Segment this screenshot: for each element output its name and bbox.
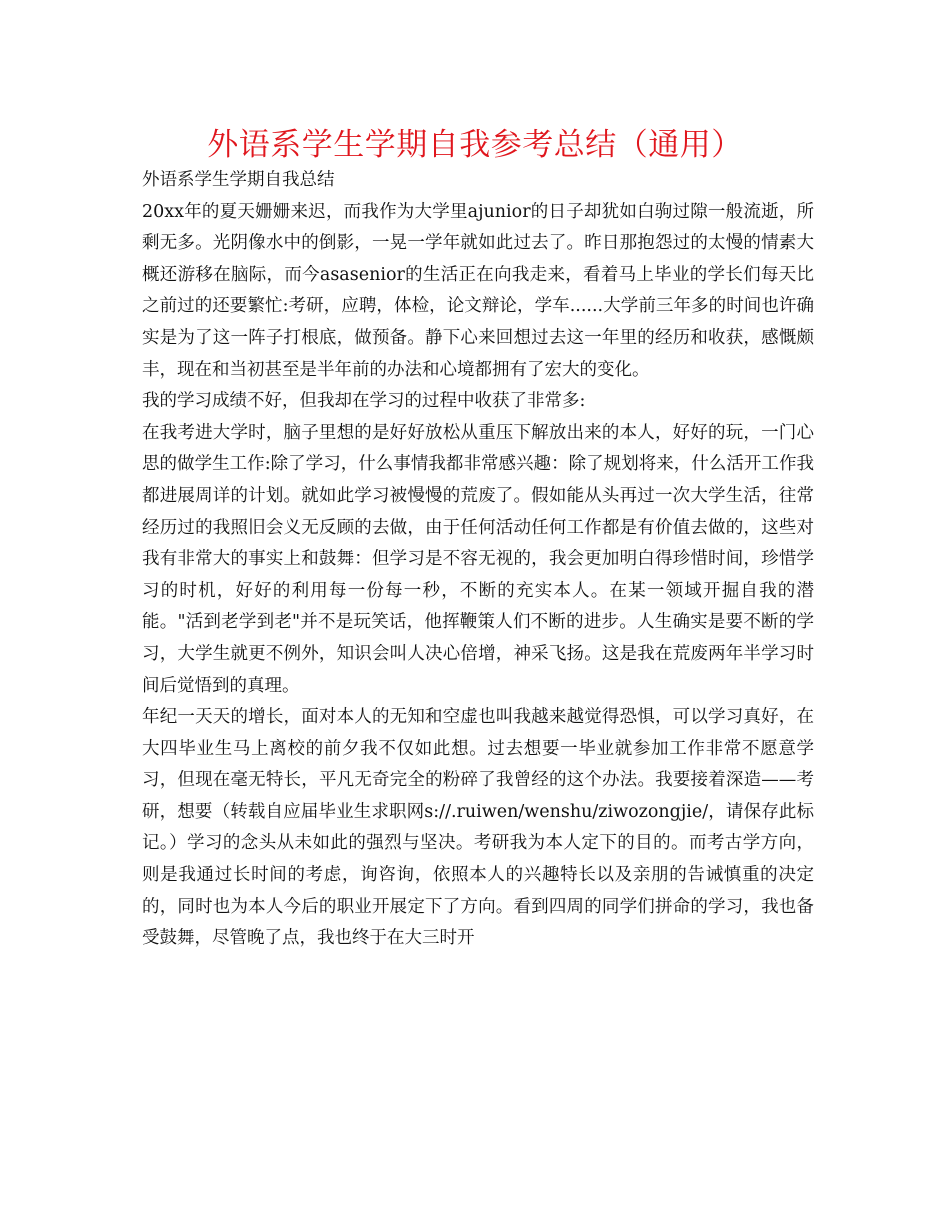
- paragraph: 在我考进大学时，脑子里想的是好好放松从重压下解放出来的本人，好好的玩，一门心思的做学生工作:除了学习，什么事情我都非常感兴趣：除了规划将来，什么活开工作我都进展周详的计划。就如此学习被慢慢的荒废了。假如能从头再过一次大学生活，往常经历过的我照旧会义无反顾的去做，由于任何活动任何工作都是有价值去做的，这些对我有非常大的事实上和鼓舞：但学习是不容无视的，我会更加明白得珍惜时间，珍惜学习的时机，好好的利用每一份每一秒，不断的充实本人。在某一领域开掘自我的潜能。"活到老学到老"并不是玩笑话，他挥鞭策人们不断的进步。人生确实是要不断的学习，大学生就更不例外，知识会叫人决心倍增，神采飞扬。这是我在荒废两年半学习时间后觉悟到的真理。: [142, 422, 814, 696]
- document-title: 外语系学生学期自我参考总结（通用）: [207, 127, 743, 163]
- paragraph: 年纪一天天的增长，面对本人的无知和空虚也叫我越来越觉得恐惧，可以学习真好，在大四毕业生马上离校的前夕我不仅如此想。过去想要一毕业就参加工作非常不愿意学习，但现在毫无特长，平凡无奇完全的粉碎了我曾经的这个办法。我要接着深造——考研，想要（转载自应届毕业生求职网s://.ruiwen/wenshu/ziwozongjie/，请保存此标记。）学习的念头从未如此的强烈与坚决。考研我为本人定下的目的。而考古学方向，则是我通过长时间的考虑，询咨询，依照本人的兴趣特长以及亲朋的告诫慎重的决定的，同时也为本人今后的职业开展定下了方向。看到四周的同学们拼命的学习，我也备受鼓舞，尽管晚了点，我也终于在大三时开: [142, 707, 814, 949]
- paragraph: 20xx年的夏天姗姗来迟，而我作为大学里ajunior的日子却犹如白驹过隙一般流逝，所剩无多。光阴像水中的倒影，一晃一学年就如此过去了。昨日那抱怨过的太慢的情素大概还游移在脑际，而今asasenior的生活正在向我走来，看着马上毕业的学长们每天比之前过的还要繁忙:考研，应聘，体检，论文辩论，学车......大学前三年多的时间也许确实是为了这一阵子打根底，做预备。静下心来回想过去这一年里的经历和收获，感慨颇丰，现在和当初甚至是半年前的办法和心境都拥有了宏大的变化。: [142, 201, 814, 380]
- paragraph-subtitle: 外语系学生学期自我总结: [142, 170, 335, 190]
- paragraph: 我的学习成绩不好，但我却在学习的过程中收获了非常多:: [142, 391, 586, 412]
- document-body: [142, 165, 814, 955]
